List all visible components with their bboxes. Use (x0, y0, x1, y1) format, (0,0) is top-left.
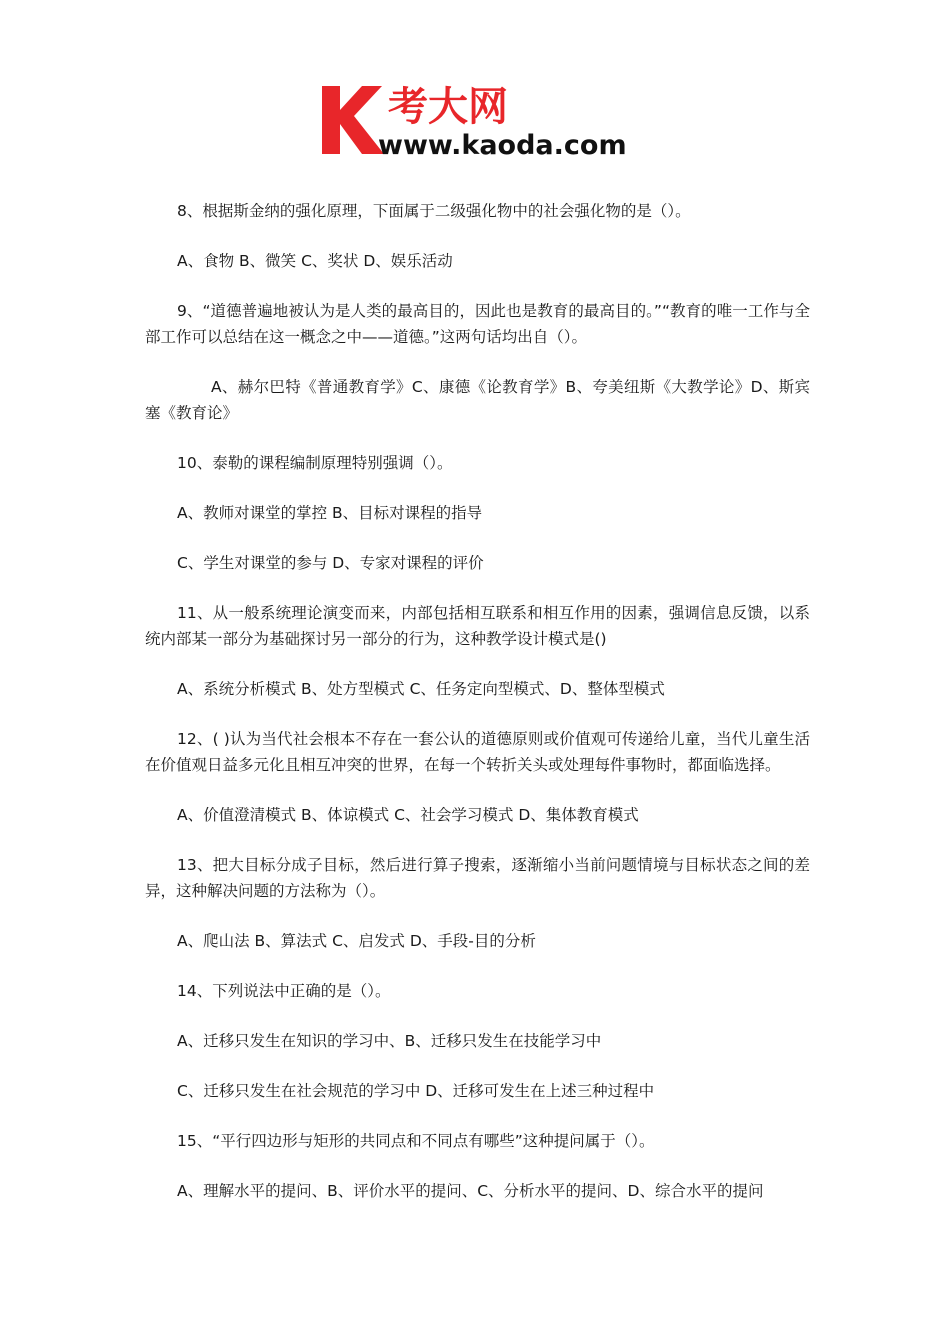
options-10-line-2: C、学生对课堂的参与 D、专家对课程的评价 (177, 554, 484, 572)
question-14: 14、下列说法中正确的是（）。 (177, 982, 391, 1000)
options-15: A、理解水平的提问、B、评价水平的提问、C、分析水平的提问、D、综合水平的提问 (177, 1182, 764, 1200)
question-8: 8、根据斯金纳的强化原理，下面属于二级强化物中的社会强化物的是（）。 (177, 202, 691, 220)
question-9: 9、“道德普遍地被认为是人类的最高目的，因此也是教育的最高目的。”“教育的唯一工作与全部工作可以总结在这一概念之中——道德。”这两句话均出自（）。 (145, 302, 810, 346)
options-13: A、爬山法 B、算法式 C、启发式 D、手段-目的分析 (177, 932, 536, 950)
logo-k-mark (322, 86, 384, 154)
options-8: A、食物 B、微笑 C、奖状 D、娱乐活动 (177, 252, 453, 270)
options-9: A、赫尔巴特《普通教育学》C、康德《论教育学》B、夸美纽斯《大教学论》D、斯宾塞《教育论》 (145, 378, 810, 422)
question-content (145, 198, 810, 1228)
kaoda-logo (318, 80, 638, 160)
options-14-line-1: A、迁移只发生在知识的学习中、B、迁移只发生在技能学习中 (177, 1032, 602, 1050)
question-12: 12、( )认为当代社会根本不存在一套公认的道德原则或价值观可传递给儿童，当代儿童生活在价值观日益多元化且相互冲突的世界，在每一个转折关头或处理每件事物时，都面临选择。 (145, 730, 810, 774)
question-11: 11、从一般系统理论演变而来，内部包括相互联系和相互作用的因素，强调信息反馈，以系统内部某一部分为基础探讨另一部分的行为，这种教学设计模式是() (145, 604, 810, 648)
options-12: A、价值澄清模式 B、体谅模式 C、社会学习模式 D、集体教育模式 (177, 806, 639, 824)
question-13: 13、把大目标分成子目标，然后进行算子搜索，逐渐缩小当前问题情境与目标状态之间的差异，这种解决问题的方法称为（）。 (145, 856, 810, 900)
options-14-line-2: C、迁移只发生在社会规范的学习中 D、迁移可发生在上述三种过程中 (177, 1082, 655, 1100)
question-10: 10、泰勒的课程编制原理特别强调（）。 (177, 454, 453, 472)
question-15: 15、“平行四边形与矩形的共同点和不同点有哪些”这种提问属于（）。 (177, 1132, 655, 1150)
logo-url: www.kaoda.com (378, 130, 627, 160)
options-11: A、系统分析模式 B、处方型模式 C、任务定向型模式、D、整体型模式 (177, 680, 665, 698)
options-10-line-1: A、教师对课堂的掌控 B、目标对课程的指导 (177, 504, 483, 522)
logo-brand-name: 考大网 (388, 84, 508, 130)
